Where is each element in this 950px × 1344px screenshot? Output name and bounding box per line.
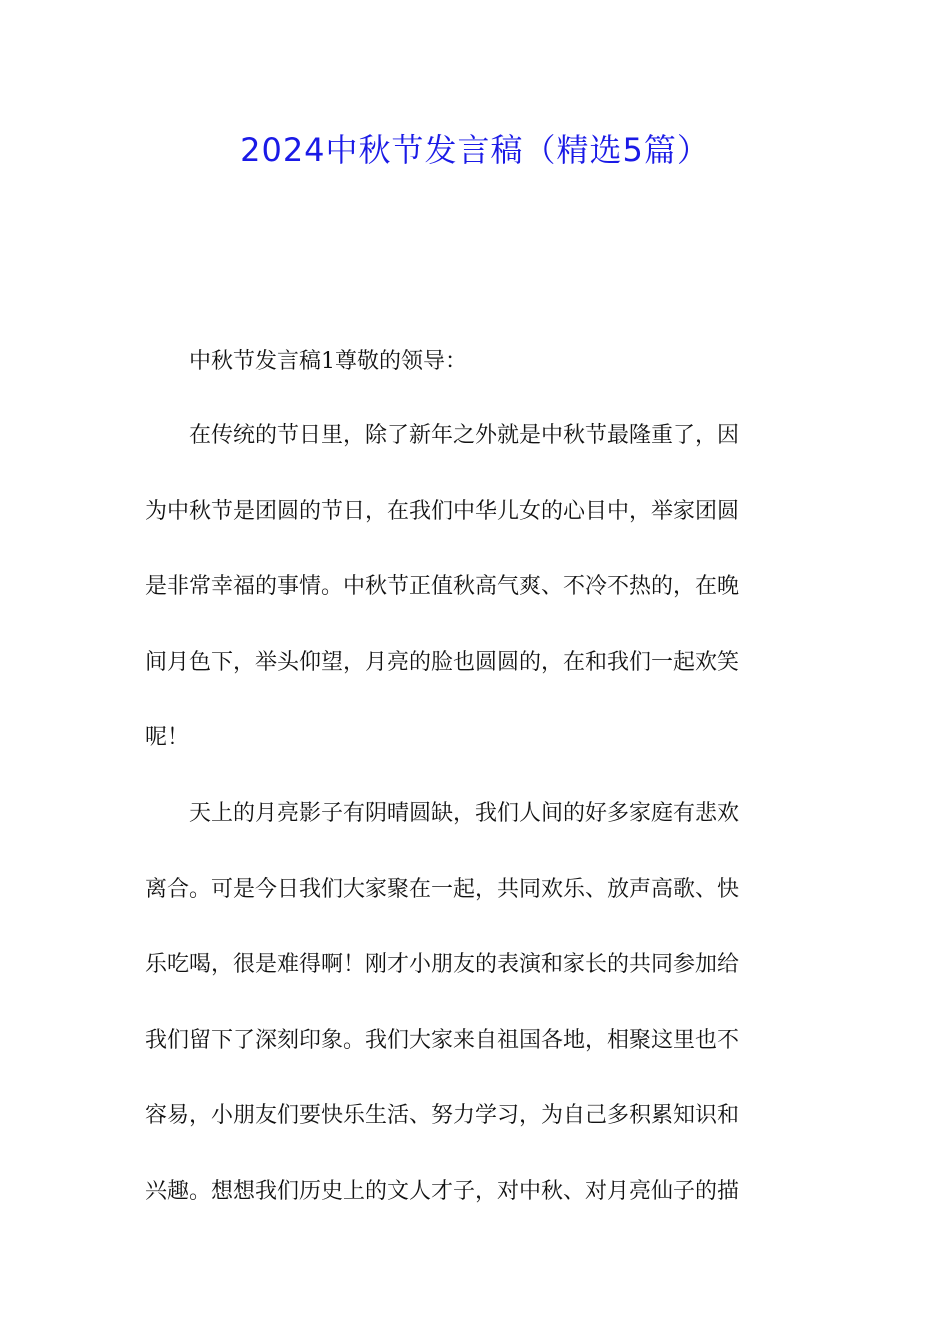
paragraph-2-line: 容易，小朋友们要快乐生活、努力学习，为自己多积累知识和 (145, 1103, 740, 1128)
paragraph-1-line: 间月色下，举头仰望，月亮的脸也圆圆的，在和我们一起欢笑 (145, 649, 740, 675)
paragraph-2-line: 天上的月亮影子有阴晴圆缺，我们人间的好多家庭有悲欢 (189, 801, 740, 826)
paragraph-2 (145, 776, 805, 1229)
paragraph-1 (145, 398, 805, 776)
paragraph-2-line: 我们留下了深刻印象。我们大家来自祖国各地，相聚这里也不 (145, 1027, 740, 1053)
paragraph-1-line: 为中秋节是团圆的节日，在我们中华儿女的心目中，举家团圆 (145, 498, 740, 524)
paragraph-2-line: 兴趣。想想我们历史上的文人才子，对中秋、对月亮仙子的描 (145, 1178, 740, 1204)
paragraph-2-line: 乐吃喝，很是难得啊！刚才小朋友的表演和家长的共同参加给 (145, 952, 740, 977)
paragraph-1-line: 是非常幸福的事情。中秋节正值秋高气爽、不冷不热的，在晚 (145, 574, 740, 599)
paragraph-1-line: 呢！ (145, 725, 190, 750)
document-title: 2024中秋节发言稿（精选5篇） (240, 131, 710, 169)
paragraph-1-line: 在传统的节日里，除了新年之外就是中秋节最隆重了，因 (189, 423, 740, 448)
paragraph-2-line: 离合。可是今日我们大家聚在一起，共同欢乐、放声高歌、快 (145, 876, 740, 902)
section-heading-line: 中秋节发言稿1尊敬的领导： (189, 349, 467, 374)
